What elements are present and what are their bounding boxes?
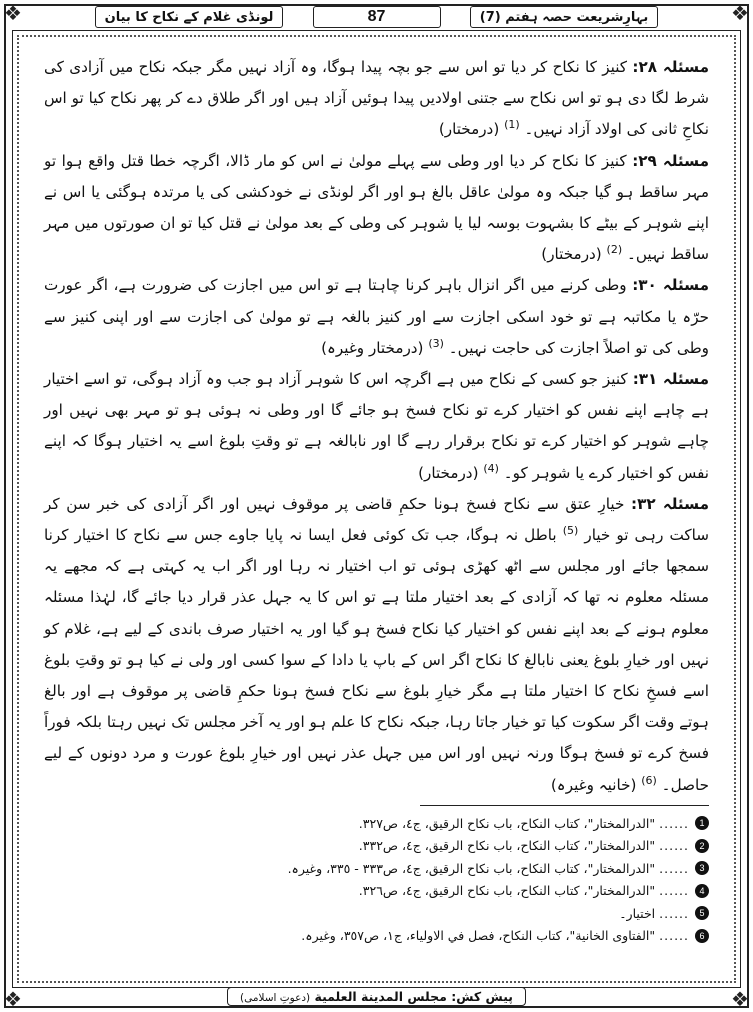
page-number: 87: [313, 6, 441, 28]
corner-ornament-icon: ❖: [731, 1, 749, 25]
footnote-text: "الدرالمختار"، کتاب النکاح، باب نکاح الرقیق، ج٤، ص٣٣٢.: [358, 838, 656, 854]
masala-label: مسئلہ ۲۸:: [632, 58, 709, 76]
masala-text: کنیز جو کسی کے نکاح میں ہے اگرچہ اس کا شوہر آزاد ہو جب وہ آزاد ہوگی، تو اسے اختیار ہے چاہے اپنے نفس کو اختیار کرے تو نکاح فسخ ہو جائے گا اور وطی نہ ہوئی ہو تو مہر بھی نہیں اور چاہے شوہر کو اختیار کرے تو نکاح برقرار رہے گا اور نابالغہ ہے تو وقتِ بلوغ اسے یہ اختیار ہوگا کہ اپنے نفس کو اختیار کرے یا شوہر کو۔: [44, 370, 709, 482]
corner-ornament-icon: ❖: [4, 1, 22, 25]
masala-text: خیارِ عتق سے نکاح فسخ ہونا حکمِ قاضی پر موقوف نہیں اور اگر آزادی کی خبر سن کر ساکت رہی تو خیار: [44, 494, 709, 545]
footnote-item: [44, 902, 709, 925]
masala-label: مسئلہ ۳۱:: [632, 370, 709, 389]
publisher-box: [227, 987, 526, 1006]
leader-dots: ......: [659, 860, 689, 876]
masala-paragraph: [44, 364, 709, 489]
footnote-text: "الدرالمختار"، کتاب النکاح، باب نکاح الرقیق، ج٤، ص٣٢٧.: [358, 815, 656, 831]
footnote-number[interactable]: 1: [695, 816, 709, 830]
masala-text: کنیز کا نکاح کر دیا اور وطی سے پہلے مولیٰ نے اس کو مار ڈالا، اگرچہ خطا قتل واقع ہوا تو مہر ساقط ہو گیا جبکہ وہ مولیٰ عاقل بالغ ہو اور اگر لونڈی نے خودکشی کی یا مرتدہ ہوگئی یا اس نے اپنے شوہر کے بیٹے کا بشہوت بوسہ لیا یا شوہر کی وطی کے بعد مولیٰ نے قتل کیا تو ان صورتوں میں مہر ساقط نہیں۔: [44, 151, 709, 264]
publisher-name: مجلس المدینة العلمیة: [314, 988, 447, 1004]
footnote-text: اختیار۔: [619, 905, 656, 921]
chapter-title: لونڈی غلام کے نکاح کا بیان: [95, 6, 283, 28]
footnote-ref[interactable]: (2): [606, 243, 623, 257]
corner-ornament-icon: ❖: [731, 987, 749, 1011]
footnote-number[interactable]: 2: [695, 839, 709, 853]
leader-dots: ......: [659, 838, 689, 854]
leader-dots: ......: [659, 905, 689, 921]
leader-dots: ......: [659, 928, 689, 944]
source-citation: (خانیہ وغیرہ): [550, 775, 637, 794]
page-body: [44, 52, 709, 797]
footnote-text: "الفتاوی الخانیة"، کتاب النکاح، فصل في الاولیاء، ج١، ص٣٥٧، وغیرہ.: [301, 928, 656, 944]
presenter-label: پیش کش:: [451, 988, 513, 1004]
corner-ornament-icon: ❖: [4, 987, 22, 1011]
source-citation: (درمختار): [438, 120, 500, 139]
masala-label: مسئلہ ۳۲:: [631, 494, 709, 513]
source-citation: (درمختار): [541, 245, 602, 264]
book-title: بہارِشریعت حصہ ہفتم (7): [470, 6, 658, 28]
leader-dots: ......: [659, 883, 689, 899]
footnote-item: [44, 925, 709, 948]
footnote-ref[interactable]: (3): [428, 336, 444, 350]
footnote-number[interactable]: 5: [695, 906, 709, 920]
publisher-sub: (دعوتِ اسلامی): [239, 991, 311, 1004]
footnote-ref[interactable]: (4): [483, 461, 499, 475]
source-citation: (درمختار): [418, 463, 479, 482]
masala-paragraph: [44, 270, 709, 364]
page-header: [95, 4, 658, 30]
page-footer: [0, 984, 753, 1011]
footnote-item: [44, 835, 709, 858]
masala-text: وطی کرنے میں اگر انزال باہر کرنا چاہتا ہے تو اس میں اجازت کی ضرورت ہے، اگر عورت حرّہ یا مکاتبہ ہے تو خود اسکی اجازت سے اور کنیز بالغہ ہے تو مولیٰ کی اجازت سے اور اپنی کنیز سے وطی کی تو اصلاً اجازت کی حاجت نہیں۔: [44, 276, 709, 357]
footnote-text: "الدرالمختار"، کتاب النکاح، باب نکاح الرقیق، ج٤، ص٣٣٣ - ٣٣٥، وغیرہ.: [287, 860, 656, 876]
footnote-number[interactable]: 4: [695, 884, 709, 898]
footnote-item: [44, 880, 709, 903]
footnote-number[interactable]: 6: [695, 929, 709, 943]
footnote-ref[interactable]: (5): [562, 523, 579, 537]
masala-label: مسئلہ ۳۰:: [632, 276, 710, 295]
footnote-ref[interactable]: (6): [641, 773, 657, 787]
footnote-item: [44, 812, 709, 835]
masala-paragraph: [44, 52, 709, 146]
masala-paragraph: [44, 146, 709, 271]
masala-paragraph: [44, 489, 709, 801]
footnote-ref[interactable]: (1): [504, 118, 520, 132]
leader-dots: ......: [659, 815, 689, 831]
footnote-item: [44, 857, 709, 880]
masala-text: کنیز کا نکاح کر دیا تو اس سے جو بچہ پیدا ہوگا، وہ آزاد نہیں مگر جبکہ نکاح میں آزادی کی شرط لگا دی ہو تو اس نکاح سے جتنی اولادیں پیدا ہوئیں آزاد ہیں اور اگر طلاق دے کر پھر نکاح کیا تو اس نکاحِ ثانی کی اولاد آزاد نہیں۔: [44, 58, 709, 139]
footnote-divider: [420, 805, 709, 806]
masala-text-continued: باطل نہ ہوگا، جب تک کوئی فعل ایسا نہ پایا جاوے جس سے نکاح کا اختیار کرنا سمجھا جائے اور مجلس سے اٹھ کھڑی ہوئی تو اب اختیار نہ رہا اور اگر اب یہ کہتی ہے کہ مجھے یہ مسئلہ معلوم نہ تھا کہ آزادی کے بعد اختیار ملتا ہے تو اس کا یہ جہل عذر قرار دیا جائے گا، لہٰذا مسئلہ معلوم ہونے کے بعد اپنے نفس کو اختیار کیا نکاح فسخ ہو گیا اور یہ اختیار صرف باندی کے لیے ہے، غلام کو نہیں اور خیارِ بلوغ یعنی نابالغ کا نکاح اگر اس کے باپ یا دادا کے سوا کسی اور ولی نے کیا ہو تو وقتِ بلوغ اسے فسخِ نکاح کا اختیار ملتا ہے مگر خیارِ بلوغ سے نکاح فسخ ہونا حکمِ قاضی پر موقوف ہے اور بالغ ہوتے وقت اگر سکوت کیا تو خیار جاتا رہا، جبکہ نکاح کا علم ہو اور یہ آخر مجلس تک نہیں رہتا بلکہ فوراً فسخ کرے تو فسخ ہوگا ورنہ نہیں اور اس میں جہل عذر نہیں اور خیارِ بلوغ عورت و مرد دونوں کے لیے حاصل۔: [44, 526, 710, 794]
masala-label: مسئلہ ۲۹:: [632, 151, 709, 170]
footnotes: [44, 812, 709, 947]
footnote-text: "الدرالمختار"، کتاب النکاح، باب نکاح الرقیق، ج٤، ص٣٢٦.: [358, 883, 656, 899]
footnote-number[interactable]: 3: [695, 861, 709, 875]
source-citation: (درمختار وغیرہ): [321, 338, 424, 357]
